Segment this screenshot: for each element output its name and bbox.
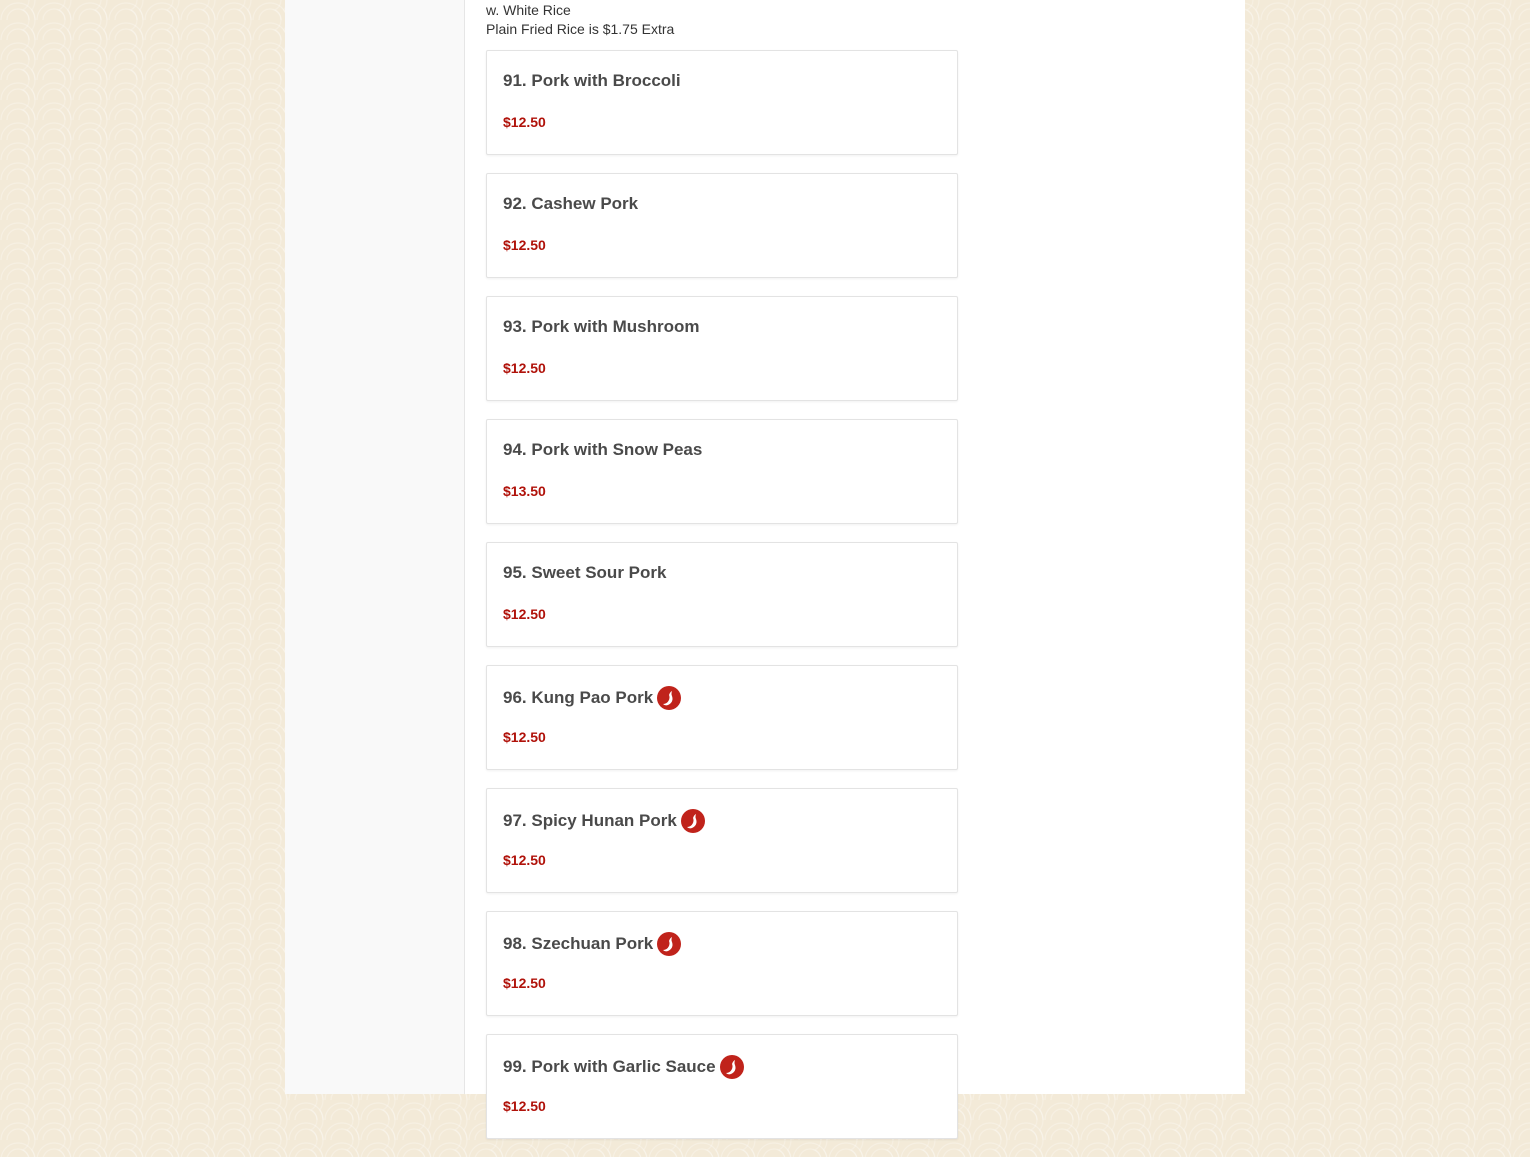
menu-item-name: 94. Pork with Snow Peas xyxy=(503,440,703,459)
chili-pepper-icon xyxy=(657,686,681,710)
menu-item-card[interactable] xyxy=(486,788,958,893)
menu-item-card[interactable] xyxy=(486,665,958,770)
page-container xyxy=(285,0,1245,1114)
menu-item-card[interactable] xyxy=(486,296,958,401)
menu-item-card[interactable] xyxy=(486,419,958,524)
menu-item-card[interactable] xyxy=(486,50,958,155)
menu-item-card[interactable] xyxy=(486,173,958,278)
menu-item-price: $12.50 xyxy=(503,1098,546,1114)
menu-item-card[interactable] xyxy=(486,1034,958,1139)
sidebar xyxy=(285,0,465,1094)
menu-item-price: $12.50 xyxy=(503,606,546,622)
menu-item-price: $12.50 xyxy=(503,360,546,376)
chili-pepper-icon xyxy=(657,932,681,956)
menu-item-name: 99. Pork with Garlic Sauce xyxy=(503,1055,744,1079)
menu-item-price: $12.50 xyxy=(503,237,546,253)
menu-item-price: $12.50 xyxy=(503,975,546,991)
menu-item-name: 95. Sweet Sour Pork xyxy=(503,563,667,582)
menu-item-name: 96. Kung Pao Pork xyxy=(503,686,681,710)
menu-item-price: $12.50 xyxy=(503,729,546,745)
chili-pepper-icon xyxy=(720,1055,744,1079)
chili-pepper-icon xyxy=(681,809,705,833)
menu-section xyxy=(486,0,1226,1157)
menu-item-price: $12.50 xyxy=(503,114,546,130)
menu-item-price: $13.50 xyxy=(503,483,546,499)
menu-item-card[interactable] xyxy=(486,911,958,1016)
menu-item-name: 92. Cashew Pork xyxy=(503,194,639,213)
menu-item-name: 93. Pork with Mushroom xyxy=(503,317,700,336)
fried-rice-note: Plain Fried Rice is $1.75 Extra xyxy=(486,21,675,37)
menu-item-name: 97. Spicy Hunan Pork xyxy=(503,809,705,833)
menu-item-name: 91. Pork with Broccoli xyxy=(503,71,681,90)
menu-items-list xyxy=(486,50,1226,1139)
menu-item-name: 98. Szechuan Pork xyxy=(503,932,681,956)
rice-note: w. White Rice xyxy=(486,2,571,18)
menu-item-price: $12.50 xyxy=(503,852,546,868)
menu-item-card[interactable] xyxy=(486,542,958,647)
